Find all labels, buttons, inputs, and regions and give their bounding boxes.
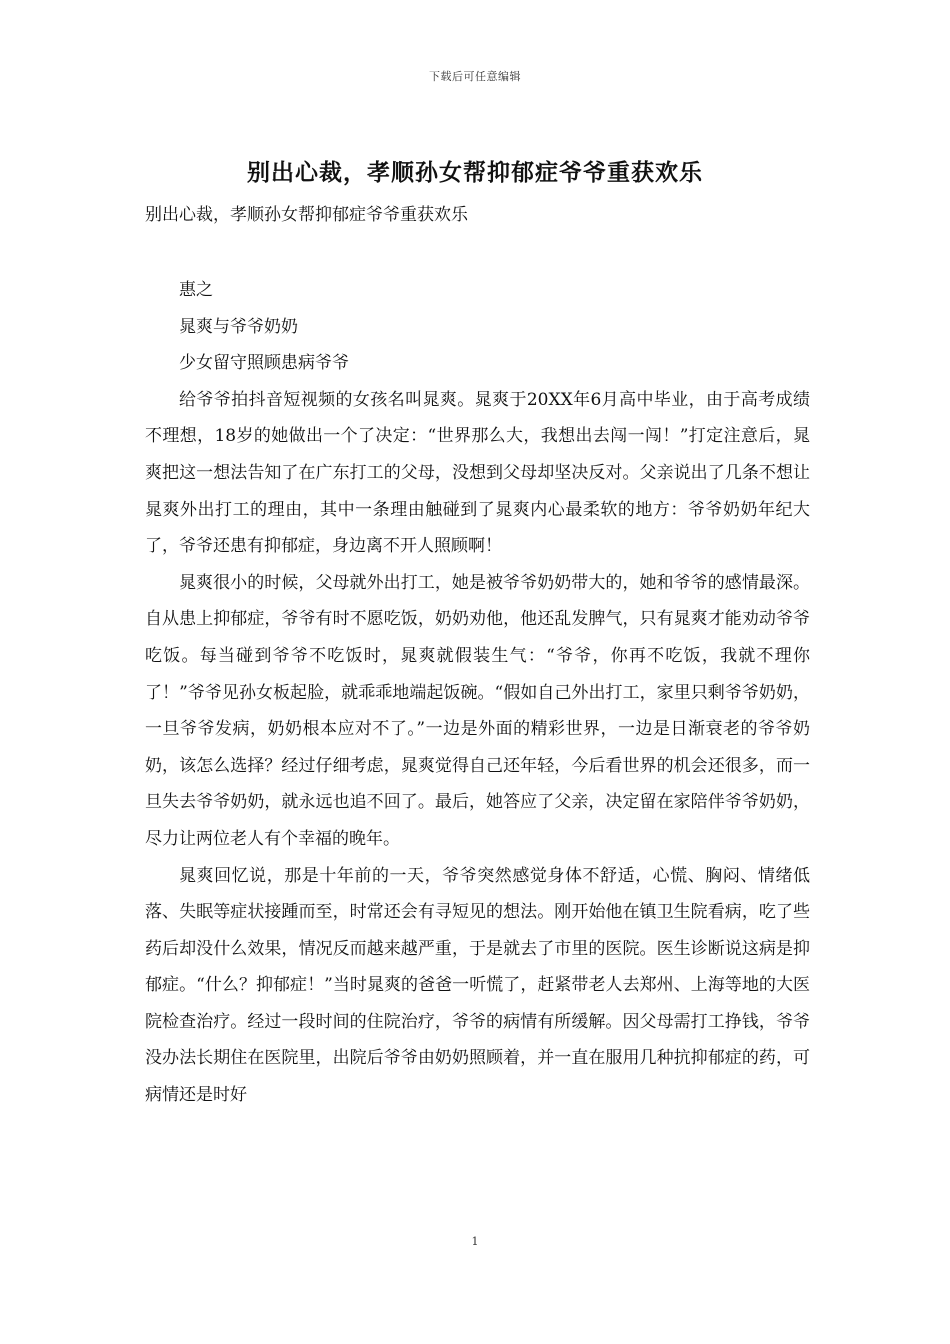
body-paragraph: 晁爽很小的时候，父母就外出打工，她是被爷爷奶奶带大的，她和爷爷的感情最深。自从患上抑郁症，爷爷有时不愿吃饭，奶奶劝他，他还乱发脾气，只有晁爽才能劝动爷爷吃饭。每当碰到爷爷不吃饭时，晁爽就假装生气：“爷爷，你再不吃饭，我就不理你了！”爷爷见孙女板起脸，就乖乖地端起饭碗。“假如自己外出打工，家里只剩爷爷奶奶，一旦爷爷发病，奶奶根本应对不了。”一边是外面的精彩世界，一边是日渐衰老的爷爷奶奶，该怎么选择？经过仔细考虑，晁爽觉得自己还年轻，今后看世界的机会还很多，而一旦失去爷爷奶奶，就永远也追不回了。最后，她答应了父亲，决定留在家陪伴爷爷奶奶，尽力让两位老人有个幸福的晚年。 <box>145 572 810 849</box>
body-paragraph: 给爷爷拍抖音短视频的女孩名叫晁爽。晁爽于20XX年6月高中毕业，由于高考成绩不理想，18岁的她做出一个了决定：“世界那么大，我想出去闯一闯！”打定注意后，晁爽把这一想法告知了在广东打工的父母，没想到父母却坚决反对。父亲说出了几条不想让晁爽外出打工的理由，其中一条理由触碰到了晁爽内心最柔软的地方：爷爷奶奶年纪大了，爷爷还患有抑郁症，身边离不开人照顾啊！ <box>145 389 810 557</box>
section-heading: 少女留守照顾患病爷爷 <box>179 353 349 374</box>
page-number: 1 <box>471 1235 479 1248</box>
document-body <box>145 272 810 1114</box>
caption-line: 晁爽与爷爷奶奶 <box>179 316 298 337</box>
header-note: 下载后可任意编辑 <box>429 70 521 83</box>
author-line: 惠之 <box>179 280 213 300</box>
body-paragraph: 晁爽回忆说，那是十年前的一天，爷爷突然感觉身体不舒适，心慌、胸闷、情绪低落、失眠等症状接踵而至，时常还会有寻短见的想法。刚开始他在镇卫生院看病，吃了些药后却没什么效果，情况反而越来越严重，于是就去了市里的医院。医生诊断说这病是抑郁症。“什么？抑郁症！”当时晁爽的爸爸一听慌了，赶紧带老人去郑州、上海等地的大医院检查治疗。经过一段时间的住院治疗，爷爷的病情有所缓解。因父母需打工挣钱，爷爷没办法长期住在医院里，出院后爷爷由奶奶照顾着，并一直在服用几种抗抑郁症的药，可病情还是时好 <box>145 865 810 1106</box>
document-subtitle: 别出心裁，孝顺孙女帮抑郁症爷爷重获欢乐 <box>145 205 468 225</box>
document-title: 别出心裁，孝顺孙女帮抑郁症爷爷重获欢乐 <box>247 159 703 186</box>
